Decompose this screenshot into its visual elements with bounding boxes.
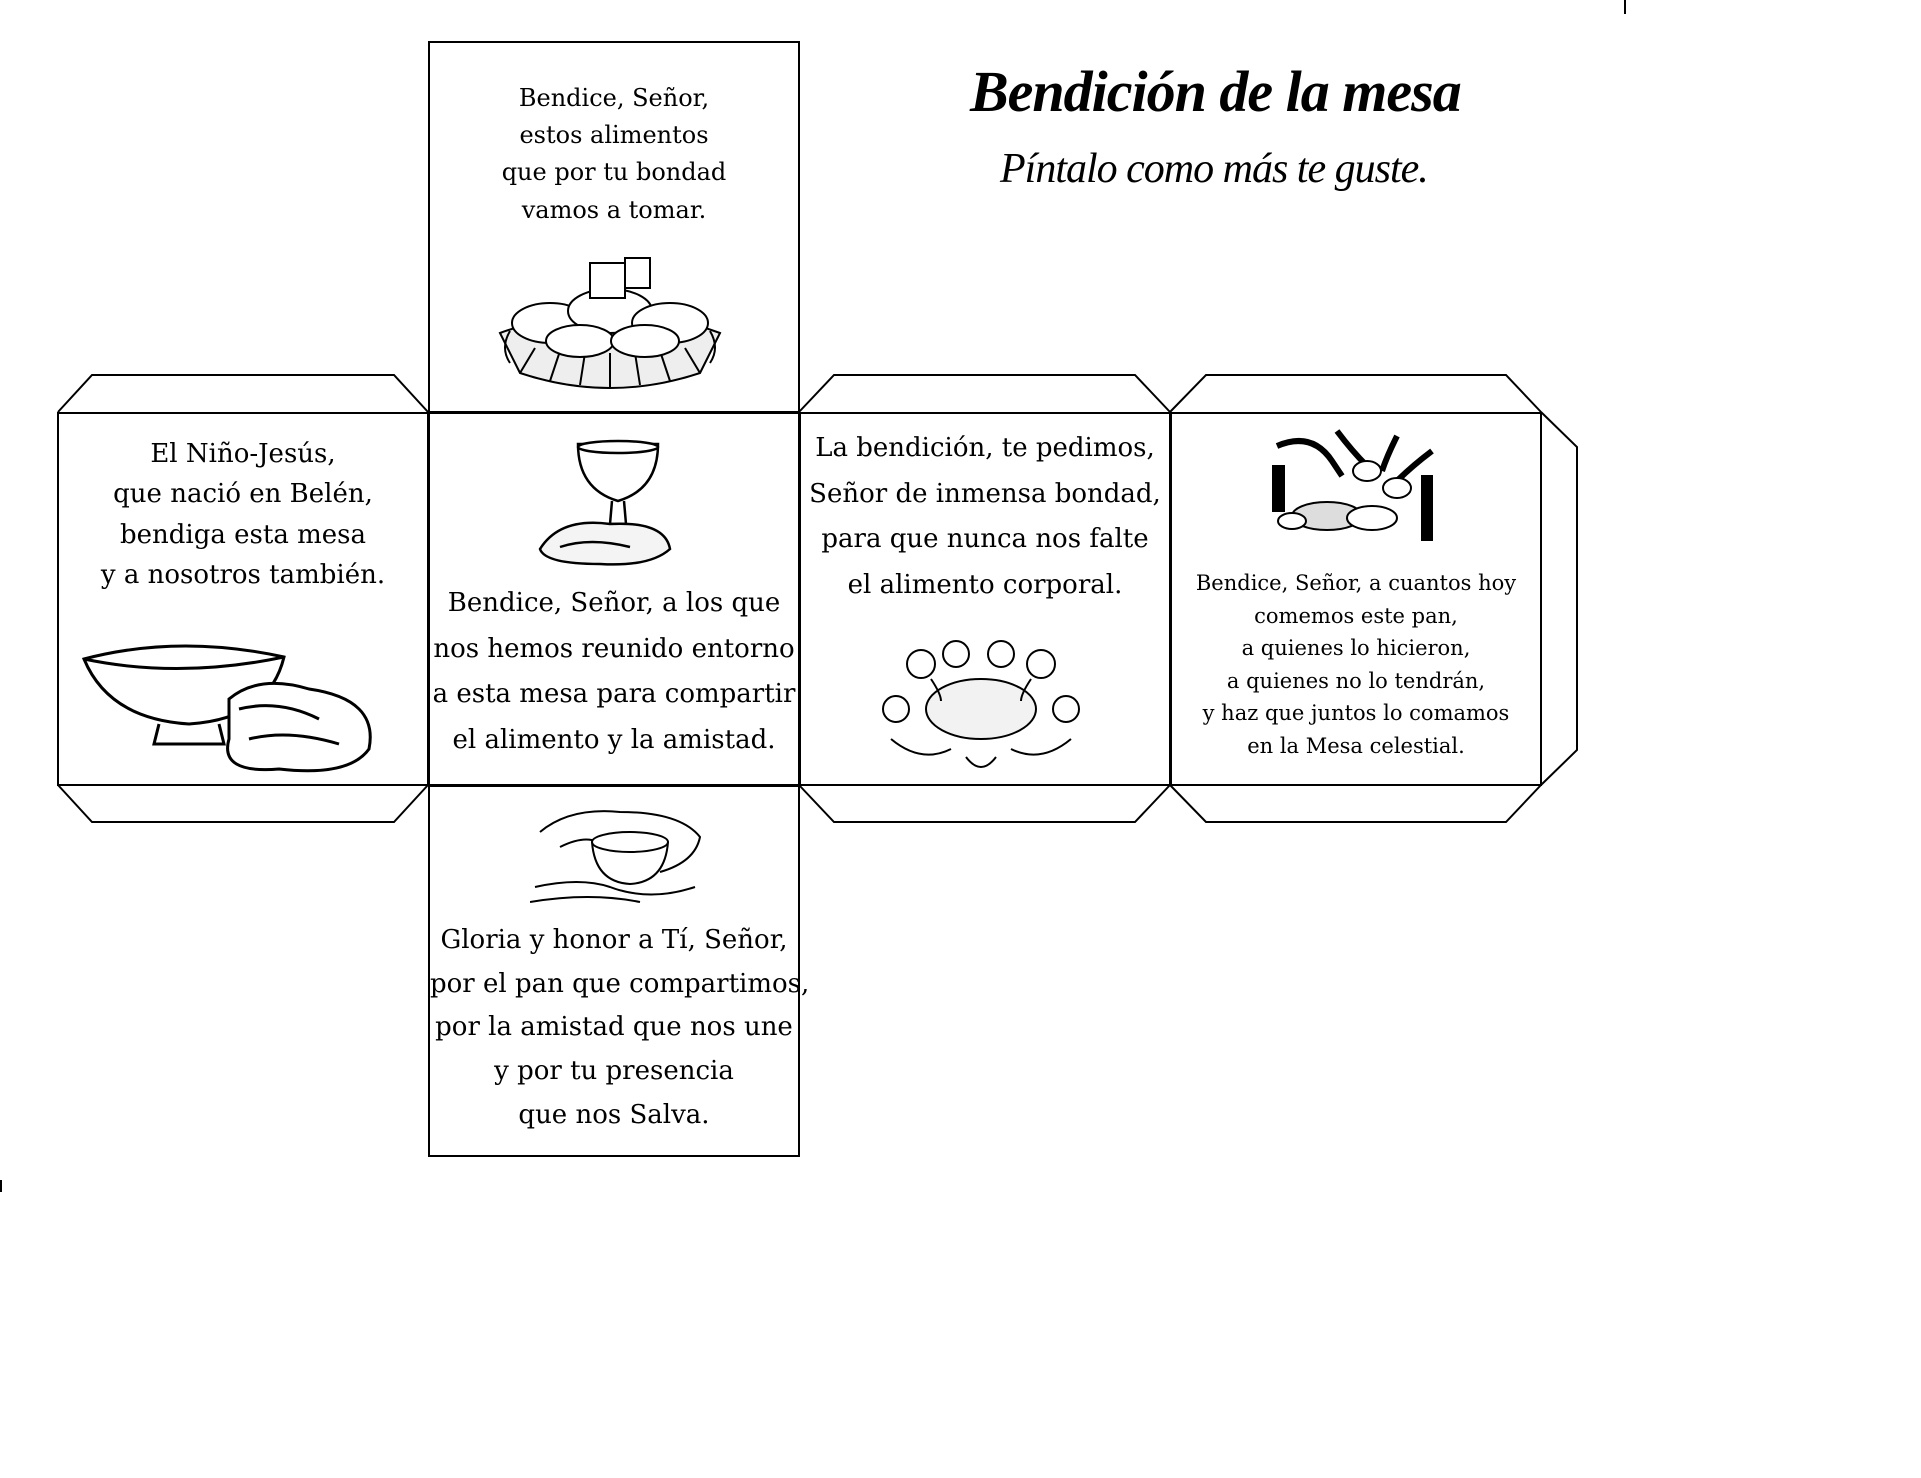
face-right2-line: comemos este pan, xyxy=(1254,603,1458,628)
bowl-and-bread-icon xyxy=(79,629,389,779)
face-bottom-text xyxy=(430,919,810,1137)
face-top-line: vamos a tomar. xyxy=(521,195,707,224)
face-left-line: que nació en Belén, xyxy=(113,479,373,510)
face-right2 xyxy=(1170,412,1542,786)
face-right2-line: a quienes lo hicieron, xyxy=(1241,636,1471,661)
face-left xyxy=(57,412,429,786)
face-right2-text xyxy=(1172,567,1540,762)
face-center-line: a esta mesa para compartir xyxy=(432,679,796,709)
flap-right1-bottom xyxy=(799,785,1170,822)
face-center-line: el alimento y la amistad. xyxy=(452,724,776,755)
face-top-line: que por tu bondad xyxy=(501,158,727,187)
face-center xyxy=(428,412,800,786)
face-top-line: estos alimentos xyxy=(519,121,709,150)
hands-holding-cup-icon xyxy=(530,802,705,912)
face-right1-line: Señor de inmensa bondad, xyxy=(809,478,1161,509)
face-right1-line: La bendición, te pedimos, xyxy=(815,433,1155,463)
face-left-line: y a nosotros también. xyxy=(100,559,386,590)
face-left-text xyxy=(59,434,427,595)
face-top-text xyxy=(430,80,798,229)
face-right1 xyxy=(799,412,1171,786)
face-bottom-line: que nos Salva. xyxy=(518,1099,710,1130)
face-right2-line: y haz que juntos lo comamos xyxy=(1202,701,1510,726)
face-bottom-line: y por tu presencia xyxy=(494,1056,734,1087)
flap-right1-top xyxy=(799,375,1170,412)
hands-sharing-bread-icon xyxy=(871,639,1091,779)
face-bottom-line: por el pan que compartimos, xyxy=(430,968,810,999)
face-center-line: Bendice, Señor, a los que xyxy=(447,588,781,618)
flap-right2-bottom xyxy=(1170,785,1541,822)
page-subtitle: Píntalo como más te guste. xyxy=(1000,146,1428,192)
face-center-line: nos hemos reunido entorno xyxy=(433,633,795,664)
face-right2-line: Bendice, Señor, a cuantos hoy xyxy=(1195,571,1517,595)
face-top xyxy=(428,41,800,413)
page-title: Bendición de la mesa xyxy=(970,59,1461,124)
flap-right-side xyxy=(1541,412,1577,785)
bread-basket-icon xyxy=(480,253,740,403)
face-bottom xyxy=(428,785,810,1157)
face-right2-line: a quienes no lo tendrán, xyxy=(1226,668,1486,693)
face-left-line: El Niño-Jesús, xyxy=(150,439,336,469)
face-right1-text xyxy=(801,426,1169,608)
flap-left-bottom xyxy=(58,785,428,822)
face-bottom-line: por la amistad que nos une xyxy=(435,1012,793,1043)
flap-left-top xyxy=(58,375,428,412)
face-bottom-line: Gloria y honor a Tí, Señor, xyxy=(440,925,788,955)
face-left-line: bendiga esta mesa xyxy=(120,519,366,550)
face-right1-line: para que nunca nos falte xyxy=(821,524,1149,554)
chalice-and-bread-icon xyxy=(530,439,680,569)
flap-right2-top xyxy=(1170,375,1541,412)
face-right2-line: en la Mesa celestial. xyxy=(1247,733,1465,758)
face-right1-line: el alimento corporal. xyxy=(847,569,1123,600)
face-top-line: Bendice, Señor, xyxy=(518,84,710,112)
face-center-text xyxy=(430,581,798,763)
hands-reaching-bread-icon xyxy=(1272,426,1437,541)
